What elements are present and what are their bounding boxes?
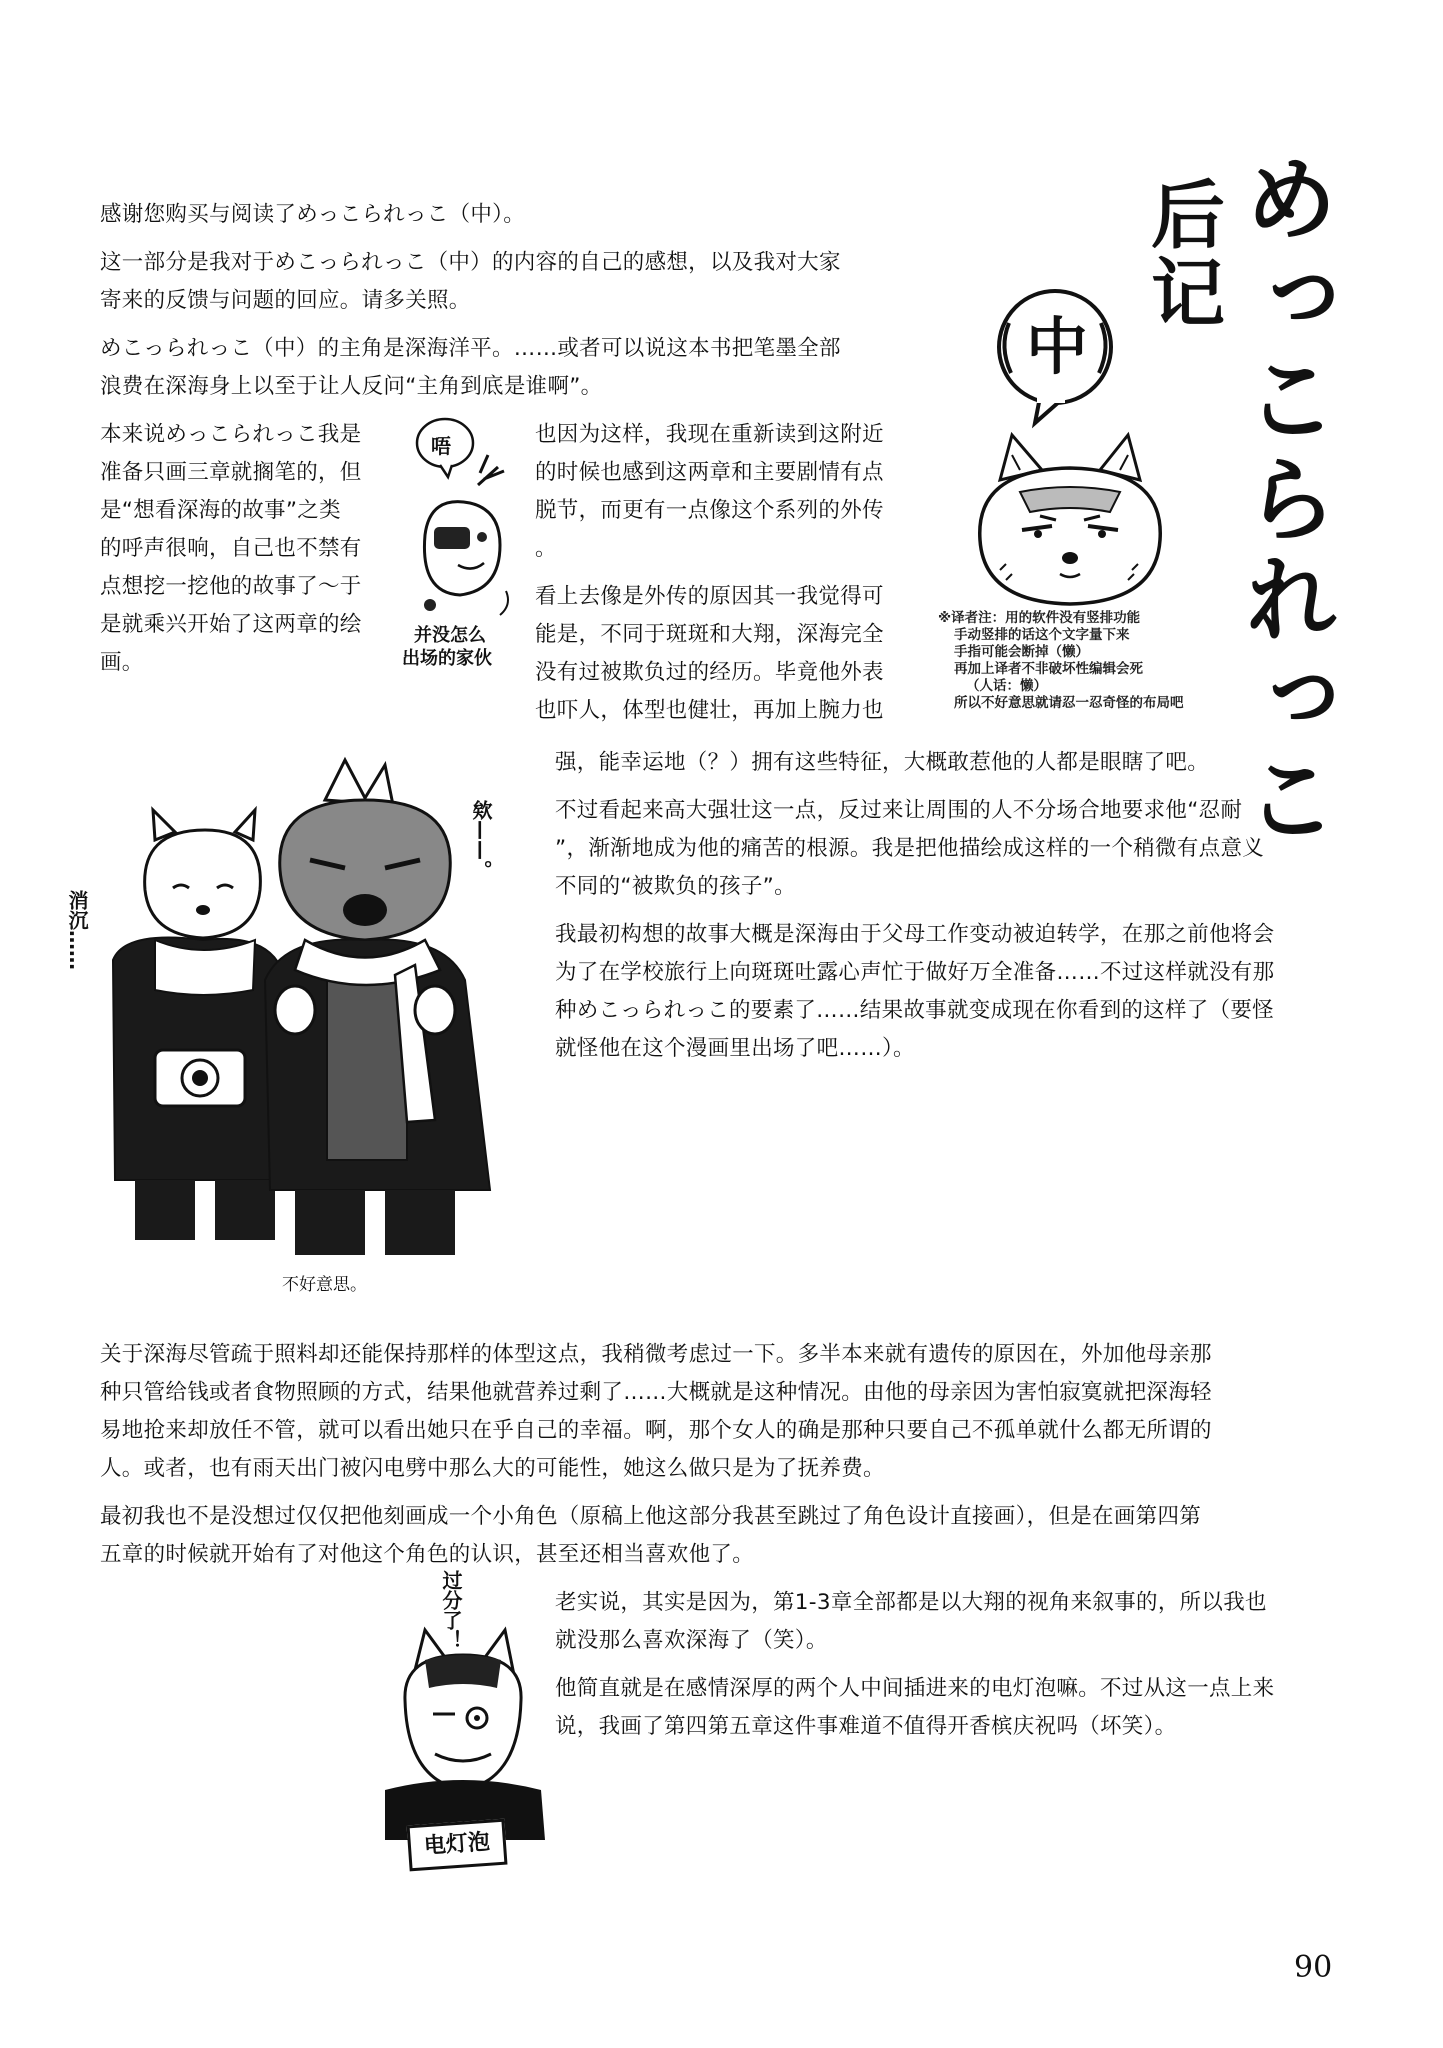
bottom-block-line: 说，我画了第四第五章这件事难道不值得开香槟庆祝吗（坏笑）。 (555, 1714, 1177, 1739)
right-block-line: 就怪他在这个漫画里出场了吧……）。 (555, 1036, 915, 1061)
paragraph-line: 浪费在深海身上以至于让人反问“主角到底是谁啊”。 (100, 374, 603, 399)
pair-sfx-left: 消沉…… (65, 890, 89, 970)
full-block-line: 易地抢来却放任不管，就可以看出她只在乎自己的幸福。啊，那个女人的确是那种只要自己不孤单就什么都无所谓的 (100, 1418, 1212, 1443)
dog-sign: 电灯泡 (407, 1819, 508, 1872)
intro-paragraph: 感谢您购买与阅读了めっこられっこ（中）。 (100, 202, 526, 227)
page-number: 90 (1294, 1950, 1333, 1985)
left-col-line: 准备只画三章就搁笔的，但 (100, 460, 362, 485)
full-block-line: 人。或者，也有雨天出门被闪电劈中那么大的可能性，她这么做只是为了抚养费。 (100, 1456, 885, 1481)
full-block-line: 关于深海尽管疏于照料却还能保持那样的体型这点，我稍微考虑过一下。多半本来就有遗传的原因在，外加他母亲那 (100, 1342, 1212, 1367)
bottom-block-line: 他简直就是在感情深厚的两个人中间插进来的电灯泡嘛。不过从这一点上来 (555, 1676, 1275, 1701)
right-block-line: 不过看起来高大强壮这一点，反过来让周围的人不分场合地要求他“忍耐 (555, 798, 1243, 823)
paragraph-line: 寄来的反馈与问题的回应。请多关照。 (100, 288, 471, 313)
dog-sfx: 过分了！ (439, 1570, 463, 1650)
left-col-line: 是就乘兴开始了这两章的绘 (100, 612, 362, 637)
left-col-line: 是“想看深海的故事”之类 (100, 498, 341, 523)
mid-col-line: 看上去像是外传的原因其一我觉得可 (535, 584, 884, 609)
mid-col-line: 没有过被欺负过的经历。毕竟他外表 (535, 660, 884, 685)
translator-note-line: 手动竖排的话这个文字量下来 (954, 627, 1130, 643)
mid-col-line: 。 (535, 536, 557, 561)
paragraph-line: めこっられっこ（中）的主角是深海洋平。……或者可以说这本书把笔墨全部 (100, 336, 841, 361)
right-block-line: 我最初构想的故事大概是深海由于父母工作变动被迫转学，在那之前他将会 (555, 922, 1275, 947)
right-block-line: 不同的“被欺负的孩子”。 (555, 874, 796, 899)
pair-sfx-right: 欸——。 (469, 800, 493, 880)
mid-col-line: 也吓人，体型也健壮，再加上腕力也 (535, 698, 884, 723)
pair-caption: 不好意思。 (282, 1275, 367, 1295)
wolf-face-illustration (960, 430, 1180, 610)
mid-col-line: 脱节，而更有一点像这个系列的外传 (535, 498, 884, 523)
mid-col-line: 也因为这样，我现在重新读到这附近 (535, 422, 884, 447)
translator-note-line: ※译者注：用的软件没有竖排功能 (938, 610, 1141, 626)
mid-col-line: 能是，不同于斑斑和大翔，深海完全 (535, 622, 884, 647)
translator-note-line: 再加上译者不非破坏性编辑会死 (954, 661, 1143, 677)
bird-bubble-text: 唔 (431, 434, 451, 458)
dog-illustration (385, 1630, 545, 1840)
right-block-line: 种めこっられっこ的要素了……结果故事就变成现在你看到的这样了（要怪 (555, 998, 1274, 1023)
volume-badge: 中 (1026, 310, 1089, 383)
full-block-line: 最初我也不是没想过仅仅把他刻画成一个小角色（原稿上他这部分我甚至跳过了角色设计直接画），但是在画第四第 (100, 1504, 1202, 1529)
title-series: めっこられっこ (1228, 150, 1337, 850)
bird-caption: 出场的家伙 (402, 648, 492, 669)
mid-col-line: 的时候也感到这两章和主要剧情有点 (535, 460, 884, 485)
bottom-block-line: 老实说，其实是因为，第1-3章全部都是以大翔的视角来叙事的，所以我也 (555, 1590, 1267, 1615)
bird-caption: 并没怎么 (414, 625, 486, 646)
translator-note-line: 手指可能会断掉（懒） (954, 644, 1089, 660)
right-block-line: 强，能幸运地（？）拥有这些特征，大概敢惹他的人都是眼瞎了吧。 (555, 750, 1210, 775)
full-block-line: 五章的时候就开始有了对他这个角色的认识，甚至还相当喜欢他了。 (100, 1542, 755, 1567)
left-col-line: 的呼声很响，自己也不禁有 (100, 536, 362, 561)
bottom-block-line: 就没那么喜欢深海了（笑）。 (555, 1628, 828, 1653)
translator-note-line: 所以不好意思就请忍一忍奇怪的布局吧 (954, 695, 1184, 711)
left-col-line: 画。 (100, 650, 144, 675)
title-section: 后记 (1139, 176, 1225, 332)
left-col-line: 本来说めっこられっこ我是 (100, 422, 362, 447)
translator-note-line: （人话：懒） (966, 678, 1047, 694)
paragraph-line: 这一部分是我对于めこっられっこ（中）的内容的自己的感想，以及我对大家 (100, 250, 841, 275)
full-block-line: 种只管给钱或者食物照顾的方式，结果他就营养过剩了……大概就是这种情况。由他的母亲因为害怕寂寞就把深海轻 (100, 1380, 1212, 1405)
right-block-line: 为了在学校旅行上向斑斑吐露心声忙于做好万全准备……不过这样就没有那 (555, 960, 1275, 985)
right-block-line: ”，渐渐地成为他的痛苦的根源。我是把他描绘成这样的一个稍微有点意义 (555, 836, 1265, 861)
left-col-line: 点想挖一挖他的故事了～于 (100, 574, 362, 599)
bird-illustration (400, 415, 520, 635)
